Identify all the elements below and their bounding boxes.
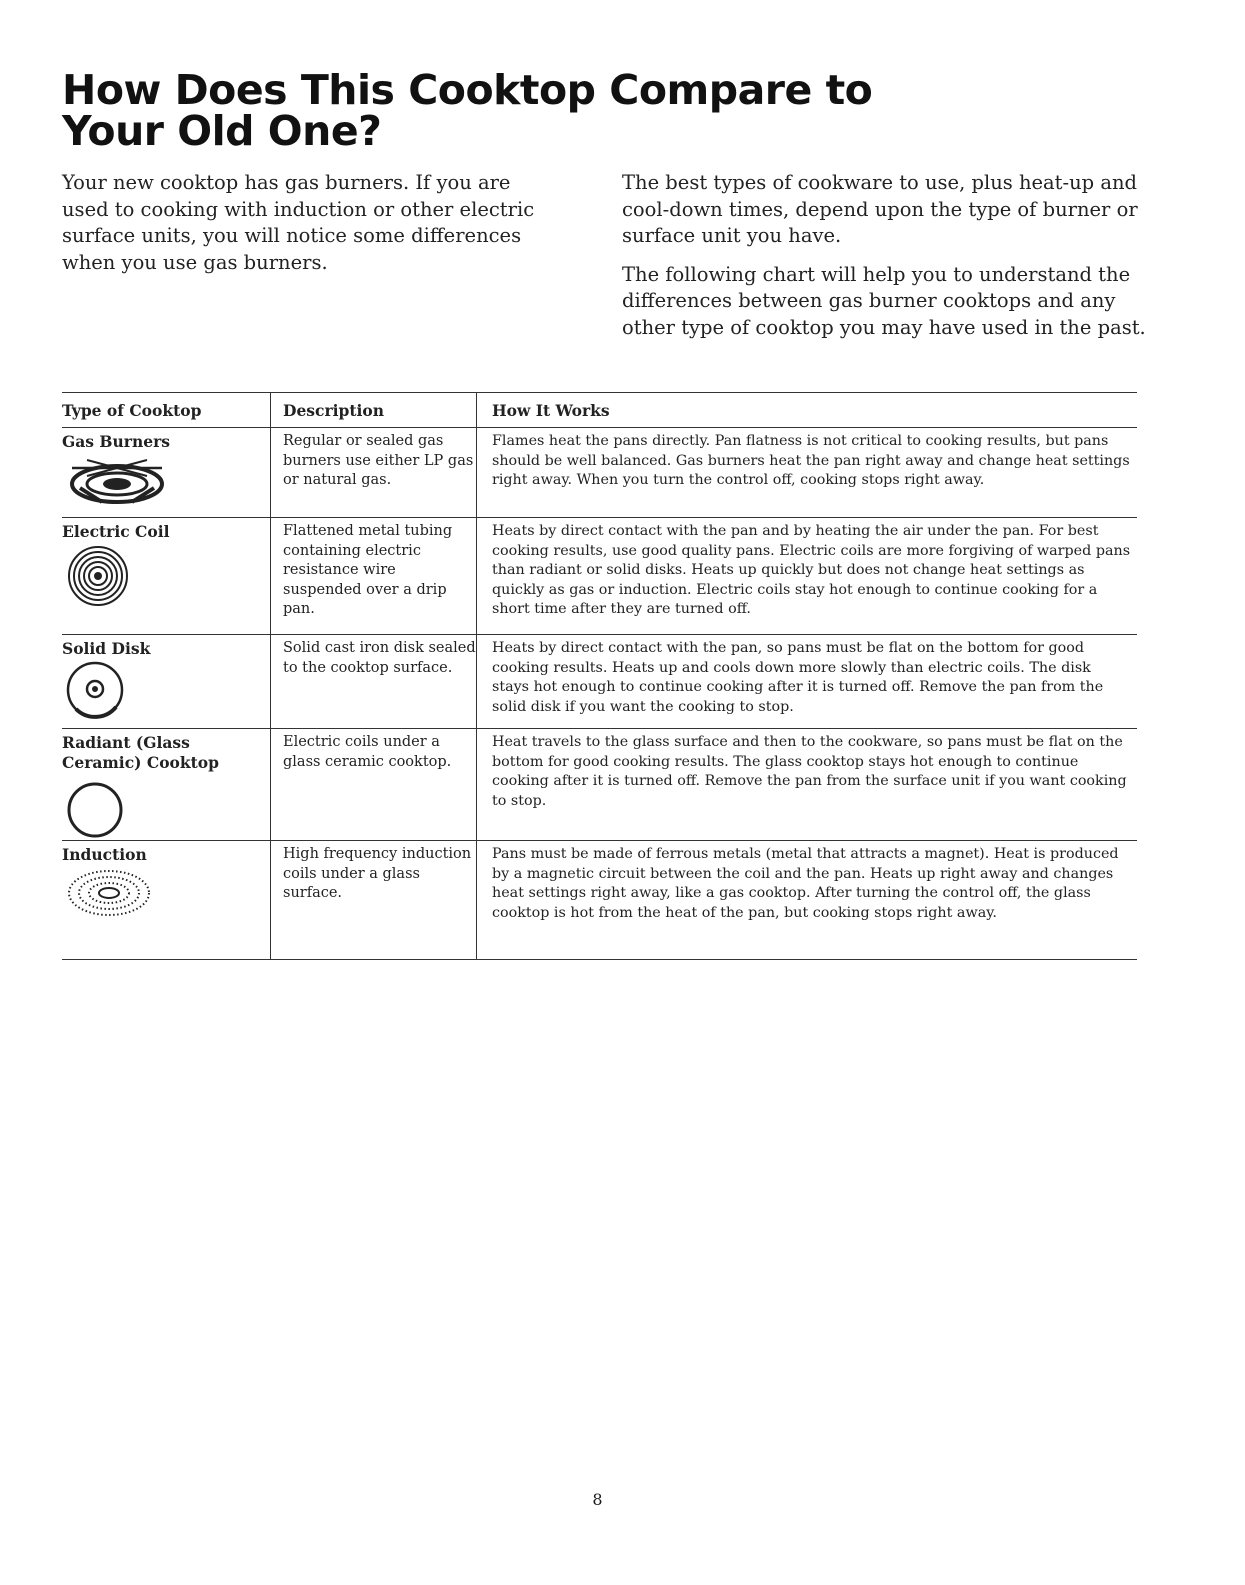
table-rule <box>62 634 1137 635</box>
cooktop-type: Solid Disk <box>62 639 151 658</box>
cooktop-description: Regular or sealed gas burners use either LP gas or natural gas. <box>283 433 474 488</box>
table-rule <box>62 392 1137 393</box>
intro-paragraph: Your new cooktop has gas burners. If you are used to cooking with induction or other electric surface units, you will notice some differences when you use gas burners. <box>62 171 535 274</box>
radiant-ring-icon <box>64 779 126 841</box>
title-line-2: Your Old One? <box>62 107 382 155</box>
table-row-gas-burners <box>62 430 1137 517</box>
table-row-induction <box>62 843 1137 959</box>
how-it-works: Heat travels to the glass surface and then to the cookware, so pans must be flat on the bottom for good cooking results. The glass cooktop stays hot enough to continue cooking after it is turned off. Remove the pan from the surface unit if you want cooking to stop. <box>492 734 1127 809</box>
cooktop-description: Solid cast iron disk sealed to the cooktop surface. <box>283 640 476 676</box>
gas-burner-icon <box>62 454 172 510</box>
cooktop-description: High frequency induction coils under a glass surface. <box>283 846 472 901</box>
header-how-it-works: How It Works <box>492 401 610 420</box>
electric-coil-icon <box>66 544 130 608</box>
header-description: Description <box>283 401 385 420</box>
cooktop-type: Gas Burners <box>62 432 170 451</box>
intro-paragraph: The best types of cookware to use, plus heat-up and cool-down times, depend upon the type of burner or surface unit you have. <box>622 171 1138 247</box>
how-it-works: Heats by direct contact with the pan and by heating the air under the pan. For best cooking results, use good quality pans. Electric coils are more forgiving of warped pans than radiant or solid disks. Heats up quickly but does not change heat settings as quickly as gas or induction. Electric coils stay hot enough to continue cooking for a short time after they are turned off. <box>492 523 1131 617</box>
cooktop-type: Radiant (Glass Ceramic) Cooktop <box>62 733 219 772</box>
how-it-works: Pans must be made of ferrous metals (metal that attracts a magnet). Heat is produced by a magnetic circuit between the coil and the pan. Heats up right away and changes heat settings right away, like a gas cooktop. After turning the control off, the glass cooktop is hot from the heat of the pan, but cooking stops right away. <box>492 846 1119 921</box>
cooktop-type: Induction <box>62 845 147 864</box>
table-rule <box>62 427 1137 428</box>
page-title <box>62 66 1062 155</box>
page-number: 8 <box>592 1490 603 1509</box>
intro-paragraph: The following chart will help you to understand the differences between gas burner cooktops and any other type of cooktop you may have used in the past. <box>622 262 1146 339</box>
table-row-solid-disk <box>62 637 1137 728</box>
cooktop-type: Electric Coil <box>62 522 170 541</box>
how-it-works: Heats by direct contact with the pan, so pans must be flat on the bottom for good cooking results. Heats up and cools down more slowly than electric coils. The disk stays hot enough to continue cooking after it is turned off. Remove the pan from the solid disk if you want the cooking to stop. <box>492 640 1104 715</box>
solid-disk-icon <box>64 659 126 721</box>
intro-right-column <box>622 170 1152 353</box>
table-row-electric-coil <box>62 520 1137 634</box>
cooktop-description: Electric coils under a glass ceramic cooktop. <box>283 734 452 770</box>
induction-icon <box>64 867 154 919</box>
cooktop-description: Flattened metal tubing containing electric resistance wire suspended over a drip pan. <box>283 523 453 617</box>
title-line-1: How Does This Cooktop Compare to <box>62 66 873 114</box>
intro-left-column <box>62 170 562 288</box>
table-row-radiant <box>62 731 1137 840</box>
table-rule <box>62 517 1137 518</box>
table-rule <box>62 959 1137 960</box>
how-it-works: Flames heat the pans directly. Pan flatness is not critical to cooking results, but pans should be well balanced. Gas burners heat the pan right away and change heat settings right away. When you turn the control off, cooking stops right away. <box>492 433 1130 488</box>
table-rule <box>62 728 1137 729</box>
header-type: Type of Cooktop <box>62 401 202 420</box>
table-rule <box>62 840 1137 841</box>
